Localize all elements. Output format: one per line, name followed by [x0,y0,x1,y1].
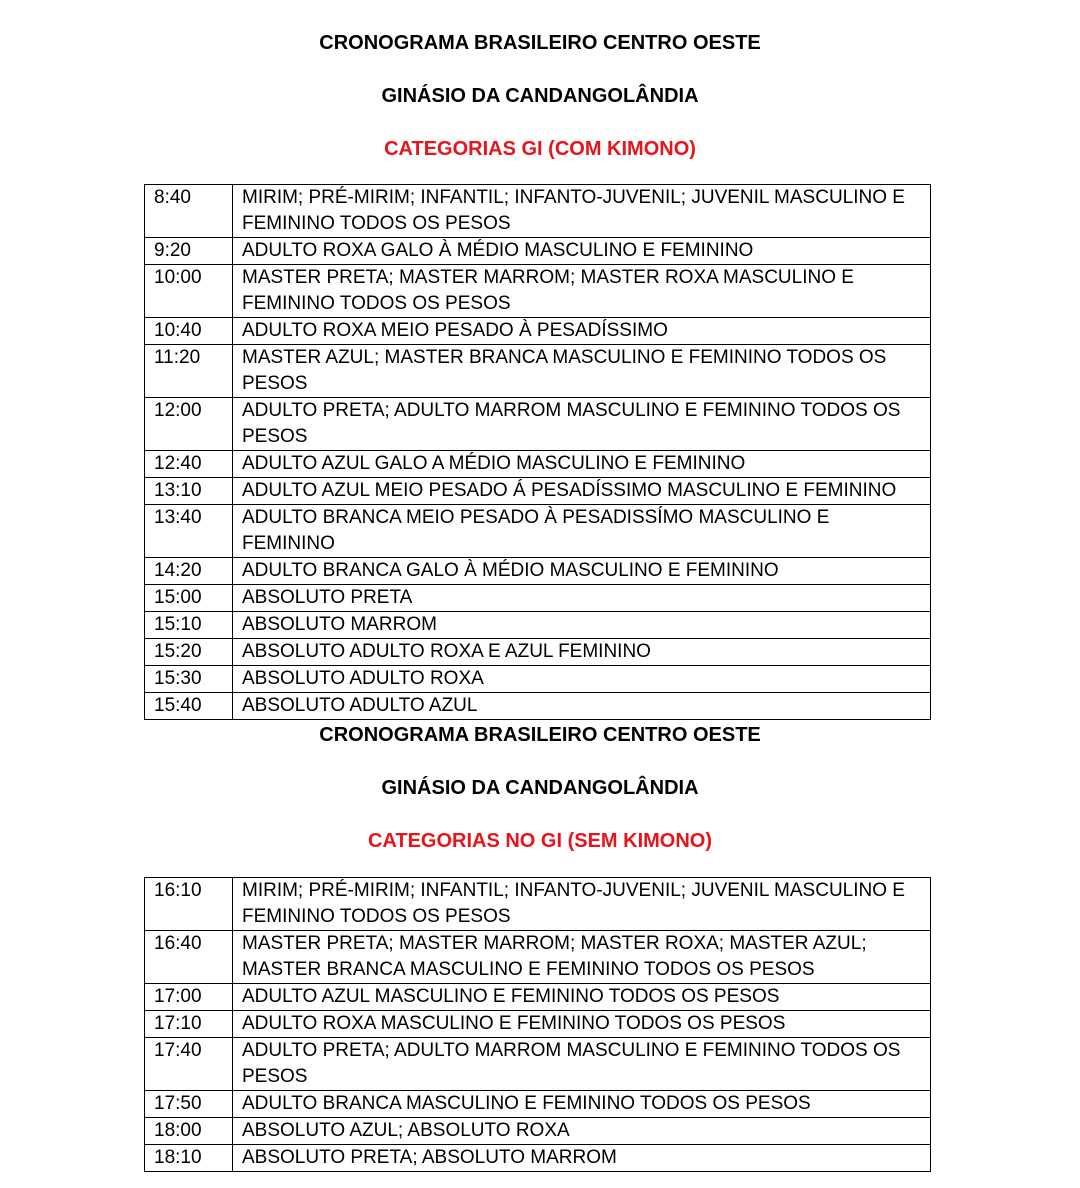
category-cell: ABSOLUTO ADULTO ROXA E AZUL FEMININO [233,639,931,666]
schedule-row [145,185,931,238]
nogi-schedule-table [144,877,931,1172]
schedule-row [145,639,931,666]
category-cell: MIRIM; PRÉ-MIRIM; INFANTIL; INFANTO-JUVENIL; JUVENIL MASCULINO E FEMININO TODOS OS PESOS [233,185,931,238]
category-cell: ADULTO ROXA GALO À MÉDIO MASCULINO E FEMININO [233,238,931,265]
category-cell: ADULTO PRETA; ADULTO MARROM MASCULINO E FEMININO TODOS OS PESOS [233,398,931,451]
category-cell: ADULTO ROXA MASCULINO E FEMININO TODOS OS PESOS [233,1011,931,1038]
time-cell: 15:00 [145,585,233,612]
schedule-row [145,612,931,639]
schedule-row [145,1011,931,1038]
time-cell: 16:10 [145,878,233,931]
gi-schedule-table [144,184,931,720]
category-cell: ABSOLUTO PRETA; ABSOLUTO MARROM [233,1145,931,1172]
schedule-row [145,1145,931,1172]
venue-title: GINÁSIO DA CANDANGOLÂNDIA [381,777,699,799]
time-cell: 18:10 [145,1145,233,1172]
schedule-row [145,1118,931,1145]
category-cell: MASTER PRETA; MASTER MARROM; MASTER ROXA; MASTER AZUL; MASTER BRANCA MASCULINO E FEMININO TODOS OS PESOS [233,931,931,984]
category-cell: ADULTO AZUL MASCULINO E FEMININO TODOS OS PESOS [233,984,931,1011]
time-cell: 15:40 [145,693,233,720]
schedule-row [145,318,931,345]
category-heading: CATEGORIAS GI (COM KIMONO) [384,138,696,160]
venue-title: GINÁSIO DA CANDANGOLÂNDIA [381,85,699,107]
category-cell: ADULTO PRETA; ADULTO MARROM MASCULINO E FEMININO TODOS OS PESOS [233,1038,931,1091]
category-heading: CATEGORIAS NO GI (SEM KIMONO) [367,830,713,852]
time-cell: 18:00 [145,1118,233,1145]
time-cell: 13:40 [145,505,233,558]
schedule-row [145,984,931,1011]
schedule-title: CRONOGRAMA BRASILEIRO CENTRO OESTE [319,724,761,746]
schedule-row [145,693,931,720]
schedule-row [145,1038,931,1091]
schedule-row [145,878,931,931]
schedule-row [145,265,931,318]
schedule-row [145,345,931,398]
time-cell: 13:10 [145,478,233,505]
time-cell: 12:40 [145,451,233,478]
schedule-row [145,931,931,984]
category-cell: ABSOLUTO AZUL; ABSOLUTO ROXA [233,1118,931,1145]
time-cell: 15:20 [145,639,233,666]
time-cell: 15:10 [145,612,233,639]
time-cell: 14:20 [145,558,233,585]
category-cell: ADULTO AZUL MEIO PESADO Á PESADÍSSIMO MASCULINO E FEMININO [233,478,931,505]
category-cell: MASTER AZUL; MASTER BRANCA MASCULINO E FEMININO TODOS OS PESOS [233,345,931,398]
schedule-title: CRONOGRAMA BRASILEIRO CENTRO OESTE [319,32,761,54]
schedule-row [145,478,931,505]
time-cell: 10:40 [145,318,233,345]
category-cell: ADULTO BRANCA MEIO PESADO À PESADISSÍMO MASCULINO E FEMININO [233,505,931,558]
schedule-row [145,505,931,558]
category-cell: ABSOLUTO ADULTO AZUL [233,693,931,720]
time-cell: 8:40 [145,185,233,238]
schedule-row [145,1091,931,1118]
time-cell: 17:00 [145,984,233,1011]
time-cell: 17:40 [145,1038,233,1091]
gi-schedule-body [145,185,931,720]
category-cell: ABSOLUTO MARROM [233,612,931,639]
category-cell: ADULTO ROXA MEIO PESADO À PESADÍSSIMO [233,318,931,345]
time-cell: 12:00 [145,398,233,451]
time-cell: 15:30 [145,666,233,693]
time-cell: 11:20 [145,345,233,398]
category-cell: MIRIM; PRÉ-MIRIM; INFANTIL; INFANTO-JUVENIL; JUVENIL MASCULINO E FEMININO TODOS OS PESOS [233,878,931,931]
category-cell: MASTER PRETA; MASTER MARROM; MASTER ROXA MASCULINO E FEMININO TODOS OS PESOS [233,265,931,318]
schedule-row [145,238,931,265]
schedule-row [145,398,931,451]
time-cell: 16:40 [145,931,233,984]
schedule-row [145,585,931,612]
time-cell: 10:00 [145,265,233,318]
schedule-row [145,558,931,585]
time-cell: 17:10 [145,1011,233,1038]
nogi-schedule-body [145,878,931,1172]
category-cell: ABSOLUTO ADULTO ROXA [233,666,931,693]
category-cell: ADULTO BRANCA GALO À MÉDIO MASCULINO E FEMININO [233,558,931,585]
category-cell: ADULTO AZUL GALO A MÉDIO MASCULINO E FEMININO [233,451,931,478]
category-cell: ABSOLUTO PRETA [233,585,931,612]
time-cell: 17:50 [145,1091,233,1118]
schedule-row [145,451,931,478]
category-cell: ADULTO BRANCA MASCULINO E FEMININO TODOS OS PESOS [233,1091,931,1118]
schedule-row [145,666,931,693]
time-cell: 9:20 [145,238,233,265]
